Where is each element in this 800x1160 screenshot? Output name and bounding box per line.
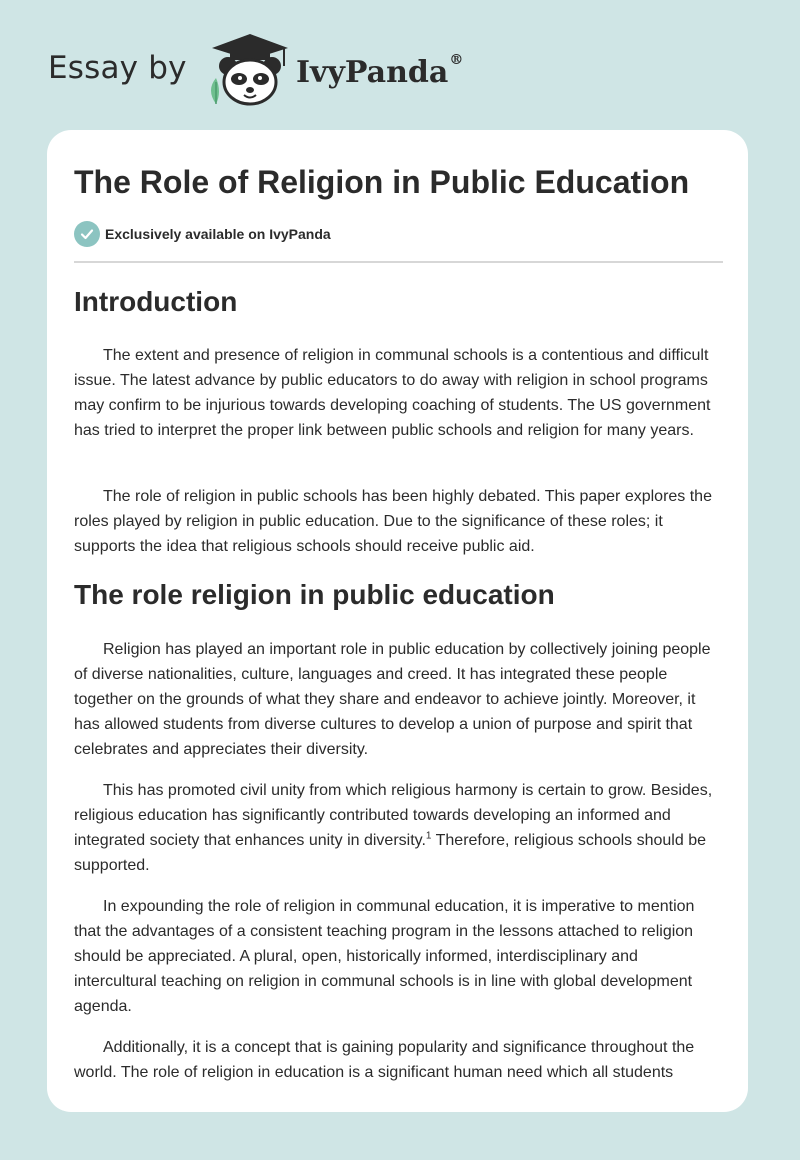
exclusive-badge (74, 221, 331, 247)
essay-by-text: Essay by (48, 50, 187, 86)
brand-name: IvyPanda® (296, 52, 464, 90)
site-header (48, 30, 508, 110)
section-heading-role: The role religion in public education (74, 579, 555, 610)
section-heading-introduction: Introduction (74, 286, 238, 317)
paragraph: The extent and presence of religion in communal schools is a contentious and difficult issue. The latest advance by public educators to do away with religion in school programs may confirm to be injurious towards developing coaching of students. The US government has tried to interpret the proper link between public schools and religion for many years. (74, 347, 711, 439)
footnote-ref[interactable]: 1 (425, 830, 432, 842)
check-icon (74, 221, 100, 247)
paragraph: Additionally, it is a concept that is gaining popularity and significance throughout the world. The role of religion in education is a significant human need which all students (74, 1039, 695, 1081)
divider (74, 261, 723, 263)
paragraph: Religion has played an important role in public education by collectively joining people of diverse nationalities, culture, languages and creed. It has integrated these people together on the grounds of what they share and endeavor to achieve jointly. Moreover, it has allowed students from diverse cultures to develop a union of purpose and spirit that celebrates and appreciates their diversity. (74, 641, 711, 758)
essay-card (47, 130, 748, 1112)
panda-logo-icon (204, 30, 296, 110)
paragraph: In expounding the role of religion in communal education, it is imperative to mention that the advantages of a consistent teaching program in the lessons attached to religion should be appreciated. A plural, open, historically informed, interdisciplinary and intercultural teaching on religion in communal schools is in line with global development agenda. (74, 898, 695, 1015)
page-title: The Role of Religion in Public Education (74, 164, 690, 200)
exclusive-badge-label: Exclusively available on IvyPanda (105, 226, 331, 242)
registered-mark: ® (449, 52, 464, 68)
paragraph: The role of religion in public schools has been highly debated. This paper explores the roles played by religion in public education. Due to the significance of these roles; it supports the idea that religious schools should receive public aid. (74, 488, 712, 555)
paragraph: This has promoted civil unity from which religious harmony is certain to grow. Besides, religious education has significantly contributed towards developing an informed and integrated society that enhances unity in diversity.$^1$ Therefore, religious schools should be supported. (74, 782, 713, 874)
